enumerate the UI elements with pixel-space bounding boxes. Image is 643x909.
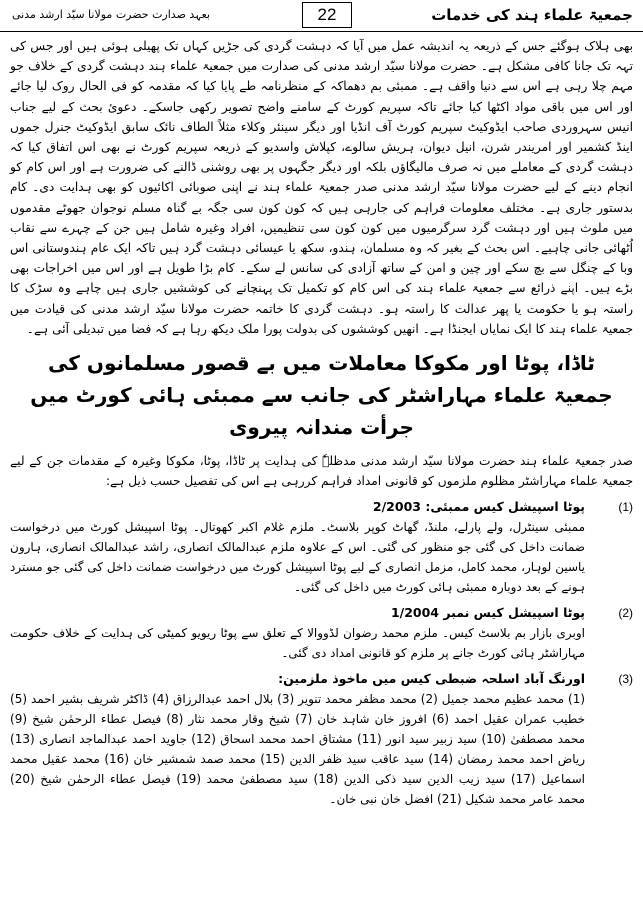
cases-intro: صدر جمعیۃ علماء ہند حضرت مولانا سیّد ارشد مدنی مدظلہٗ کی ہدایت پر ٹاڈا، پوٹا، مکوکا وغیرہ کے مقدمات جن کے لیے جمعیۃ علماء مہاراشٹر مظلوم ملزموں کو قانونی امداد فراہم کررہی ہے اس کی تفصیل حسب ذیل ہے:	[10, 454, 633, 489]
case-title	[10, 603, 585, 623]
case-body: ممبئی سینٹرل، ولے پارلے، ملنڈ، گھاٹ کوپر بلاسٹ۔ ملزم غلام اکبر کھوتال۔ پوٹا اسپیشل کورٹ میں درخواست ضمانت داخل کی گئی جو منظور کی گئی۔ اس کے علاوہ ملزم عبدالمالک انصاری، راشد عبدالمالک انصاری، ہارون یاسین لوہار، محمد کامل، مزمل انصاری کے لیے پوٹا اسپیشل کورٹ میں درخواست ضمانت داخل کی گئی جو مسترد ہونے کے بعد دوبارہ ممبئی ہائی کورٹ میں داخل کی گئی۔	[10, 520, 585, 595]
case-item	[10, 669, 633, 809]
case-title	[10, 497, 585, 517]
case-body: اوبری بازار بم بلاسٹ کیس۔ ملزم محمد رضوان لڈووالا کے تعلق سے پوٹا ریویو کمیٹی کی ہدایت کے خلاف حکومت مہاراشٹر ہائی کورٹ جانے پر ملزم کو قانونی امداد دی گئی۔	[10, 626, 585, 661]
header-subtitle: بعہد صدارت حضرت مولانا سیّد ارشد مدنی	[12, 8, 210, 21]
case-number: (3)	[618, 672, 633, 687]
case-item	[10, 603, 633, 663]
page-content	[10, 36, 633, 809]
case-title	[10, 669, 585, 689]
section-heading-line-1: ٹاڈا، پوٹا اور مکوکا معاملات میں بے قصور مسلمانوں کی	[48, 351, 595, 376]
case-title-text: اورنگ آباد اسلحہ ضبطی کیس میں ماخوذ ملزمین:	[278, 671, 585, 687]
page-number: 22	[302, 2, 352, 28]
case-reference: 1/2004	[390, 605, 439, 621]
case-item	[10, 497, 633, 597]
case-body: (1) محمد عظیم محمد جمیل (2) محمد مظفر محمد تنویر (3) بلال احمد عبدالرزاق (4) ڈاکٹر شریف بشیر احمد (5) خطیب عمران عقیل احمد (6) افروز خان شاہد خان (7) شیخ وقار محمد نثار (8) فیصل عطاء الرحمٰن شیخ (9) محمد مصطفیٰ (10) سید زبیر سید انور (11) مشتاق احمد محمد اسحاق (12) جاوید احمد عبدالماجد انصاری (13) ریاض احمد محمد رمضان (14) سید عاقب سید ظفر الدین (15) محمد صمد شمشیر خان (16) محمد عقیل محمد اسماعیل (17) سید زیب الدین سید ذکی الدین (18) سید مصطفیٰ محمد (19) فیصل عطاء الرحمٰن شیخ (20) محمد عامر محمد شکیل (21) افضل خان نبی خان۔	[10, 692, 586, 807]
intro-paragraph: بھی ہلاک ہوگئے جس کے ذریعہ یہ اندیشہ عمل میں آیا کہ دہشت گردی کی جڑیں کہاں تک پھیلی ہوئی ہیں اور جس کی تہہ تک جانا کافی مشکل ہے۔ حضرت مولانا سیّد ارشد مدنی کی صدارت میں جمعیۃ علماء ہند دہشت گردی کے خلاف جو مہم چلا رہی ہے اس سے دنیا واقف ہے۔ ممبئی بم دھماکہ کے منظرنامہ طے پایا کیا کہ مقدمہ کو فی الحال روک لیا جائے اور اس میں باقی مواد اکٹھا کیا جائے تاکہ سپریم کورٹ کے سامنے واضح تصویر رکھی جاسکے۔ دعوئ بحث کے لیے جناب انیس سہروردی صاحب ایڈوکیٹ سپریم کورٹ آف انڈیا اور دیگر سینئر وکلاء مثلاً الطاف نائک سابق ایڈوکیٹ جنرل جموں اینڈ کشمیر اور امریندر شرن، انیل دیوان، ہریش سالوے، کپلاش واسدیو کے ذریعہ سپریم کورٹ نے بھی اس اتفاق کیا کہ دہشت گردی کے معاملے میں نہ صرف مالیگاؤں بلکہ اور دیگر جگہوں پر بھی روشنی ڈالنے کی ضرورت ہے اور اس کام کو انجام دینے کے لیے حضرت مولانا سیّد ارشد مدنی صدر جمعیۃ علماء ہند نے اپنی صوبائی اکائیوں کو بھی ہدایت دی۔ کام بدستور جاری ہے۔ مختلف معلومات فراہم کی جارہی ہیں کہ کون کون سی جگہ بے گناہ مسلم نوجوان جھوٹے مقدموں میں ملوث ہیں اور دہشت گرد سرگرمیوں میں کون کون سی تنظیمیں، افراد وغیرہ شامل ہیں جن کے چہرے سے نقاب اُٹھائی جانی چاہیے۔ اس بحث کے بغیر کہ وہ مسلمان، ہندو، سکھ یا عیسائی دہشت گرد ہیں تاکہ ایک عام ہندوستانی اس وبا کے چنگل سے بچ سکے اور چین و امن کے ساتھ آزادی کی سانس لے سکے۔ کام بڑا طویل ہے اور اس میں اخراجات بھی بڑے ہیں۔ اپنے ذرائع سے جمعیۃ علماء ہند کی اس کام کو تکمیل تک پہنچانے کی کوششیں جاری ہیں چاہے وہ سڑک کا راستہ ہو یا حکومت یا پھر عدالت کا راستہ ہو۔ دہشت گردی کا خاتمہ حضرت مولانا سیّد ارشد مدنی کی قیادت میں جمعیۃ علماء ہند کا ایک نمایاں ایجنڈا ہے۔ انھیں کوششوں کی بدولت پورا ملک دیکھ رہا ہے کہ فضا میں تبدیلی آئی ہے۔	[10, 39, 633, 336]
case-title-text: پوٹا اسپیشل کیس نمبر	[443, 605, 585, 621]
case-number: (2)	[618, 606, 633, 621]
header-title: جمعیۃ علماء ہند کی خدمات	[431, 6, 633, 24]
case-title-text: پوٹا اسپیشل کیس ممبئی:	[425, 499, 585, 515]
case-number: (1)	[618, 500, 633, 515]
page-header	[0, 0, 643, 32]
section-heading-line-2: جمعیۃ علماء مہاراشٹر کی جانب سے ممبئی ہائی کورٹ میں جرأت مندانہ پیروی	[30, 383, 613, 440]
case-reference: 2/2003	[372, 499, 421, 515]
